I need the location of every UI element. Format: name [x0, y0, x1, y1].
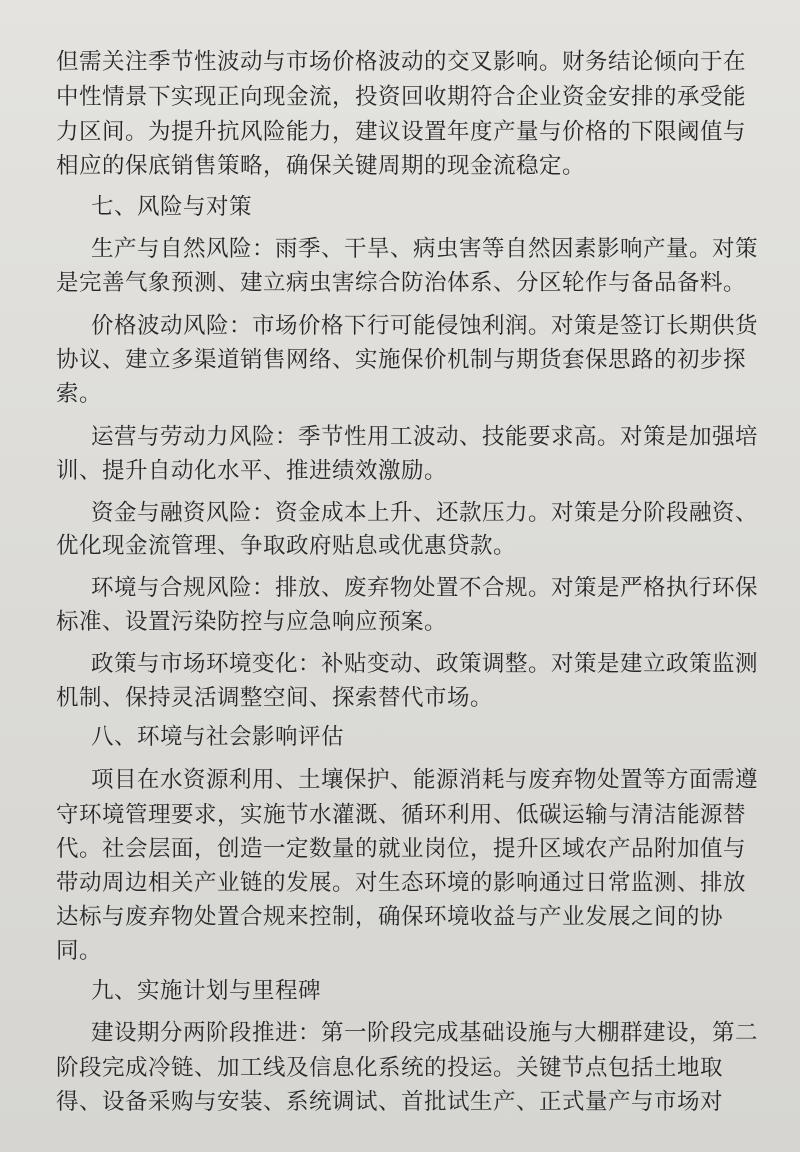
text-line: 带动周边相关产业链的发展。对生态环境的影响通过日常监测、排放 — [56, 870, 747, 896]
text-line: 力区间。为提升抗风险能力，建议设置年度产量与价格的下限阈值与 — [56, 119, 747, 145]
text-line: 训、提升自动化水平、推进绩效激励。 — [56, 458, 448, 484]
text-line: 代。社会层面，创造一定数量的就业岗位，提升区域农产品附加值与 — [56, 836, 747, 862]
text-line: 生产与自然风险：雨季、干旱、病虫害等自然因素影响产量。对策 — [91, 236, 759, 262]
text-line: 阶段完成冷链、加工线及信息化系统的投运。关键节点包括土地取 — [56, 1055, 724, 1081]
text-line: 环境与合规风险：排放、废弃物处置不合规。对策是严格执行环保 — [91, 575, 759, 601]
text-line: 同。 — [56, 938, 103, 964]
text-line: 得、设备采购与安装、系统调试、首批试生产、正式量产与市场对 — [56, 1089, 724, 1115]
text-line: 标准、设置污染防控与应急响应预案。 — [56, 609, 448, 635]
text-line: 政策与市场环境变化：补贴变动、政策调整。对策是建立政策监测 — [91, 651, 759, 677]
section-heading-risks: 七、风险与对策 — [91, 194, 253, 220]
text-line: 建设期分两阶段推进：第一阶段完成基础设施与大棚群建设，第二 — [91, 1020, 759, 1046]
text-line: 守环境管理要求，实施节水灌溉、循环利用、低碳运输与清洁能源替 — [56, 802, 747, 828]
text-line: 项目在水资源利用、土壤保护、能源消耗与废弃物处置等方面需遵 — [91, 767, 759, 793]
text-line: 但需关注季节性波动与市场价格波动的交叉影响。财务结论倾向于在 — [56, 49, 747, 75]
text-line: 优化现金流管理、争取政府贴息或优惠贷款。 — [56, 533, 517, 559]
text-line: 是完善气象预测、建立病虫害综合防治体系、分区轮作与备品备料。 — [56, 270, 747, 296]
text-line: 索。 — [56, 381, 103, 407]
section-heading-schedule: 九、实施计划与里程碑 — [91, 978, 322, 1004]
text-line: 价格波动风险：市场价格下行可能侵蚀利润。对策是签订长期供货 — [91, 313, 759, 339]
section-heading-impact: 八、环境与社会影响评估 — [91, 724, 345, 750]
text-line: 机制、保持灵活调整空间、探索替代市场。 — [56, 685, 494, 711]
text-line: 中性情景下实现正向现金流，投资回收期符合企业资金安排的承受能 — [56, 84, 747, 110]
text-line: 协议、建立多渠道销售网络、实施保价机制与期货套保思路的初步探 — [56, 347, 747, 373]
text-line: 资金与融资风险：资金成本上升、还款压力。对策是分阶段融资、 — [91, 500, 759, 526]
text-line: 相应的保底销售策略，确保关键周期的现金流稳定。 — [56, 153, 586, 179]
text-line: 运营与劳动力风险：季节性用工波动、技能要求高。对策是加强培 — [91, 424, 759, 450]
text-line: 达标与废弃物处置合规来控制，确保环境收益与产业发展之间的协 — [56, 904, 724, 930]
